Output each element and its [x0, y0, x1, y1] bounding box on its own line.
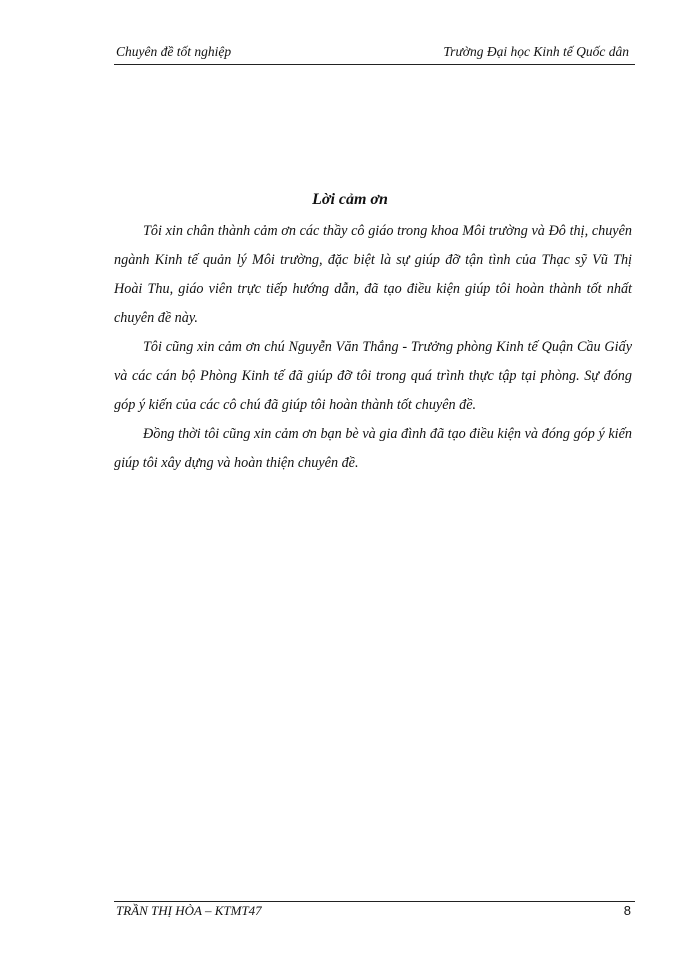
- page-header: [114, 44, 635, 65]
- page-number: 8: [623, 903, 631, 918]
- acknowledgement-body: [114, 217, 632, 478]
- page-title: Lời cảm ơn: [312, 191, 388, 208]
- footer-author: TRẦN THỊ HÒA – KTMT47: [116, 903, 262, 918]
- paragraph-1: Tôi xin chân thành cảm ơn các thầy cô giáo trong khoa Môi trường và Đô thị, chuyên ngành Kinh tế quản lý Môi trường, đặc biệt là sự giúp đỡ tận tình của Thạc sỹ Vũ Thị Hoài Thu, giáo viên trực tiếp hướng dẫn, đã tạo điều kiện giúp tôi hoàn thành tốt nhất chuyên đề này.: [114, 223, 632, 326]
- paragraph-3: Đồng thời tôi cũng xin cảm ơn bạn bè và gia đình đã tạo điều kiện và đóng góp ý kiến giúp tôi xây dựng và hoàn thiện chuyên đề.: [114, 426, 632, 471]
- paragraph-2: Tôi cũng xin cảm ơn chú Nguyễn Văn Thắng - Trưởng phòng Kinh tế Quận Cầu Giấy và các cán bộ Phòng Kinh tế đã giúp đỡ tôi trong quá trình thực tập tại phòng. Sự đóng góp ý kiến của các cô chú đã giúp tôi hoàn thành tốt chuyên đề.: [114, 339, 632, 413]
- header-university: Trường Đại học Kinh tế Quốc dân: [443, 44, 629, 59]
- header-document-type: Chuyên đề tốt nghiệp: [116, 44, 232, 59]
- page-footer: [114, 901, 635, 924]
